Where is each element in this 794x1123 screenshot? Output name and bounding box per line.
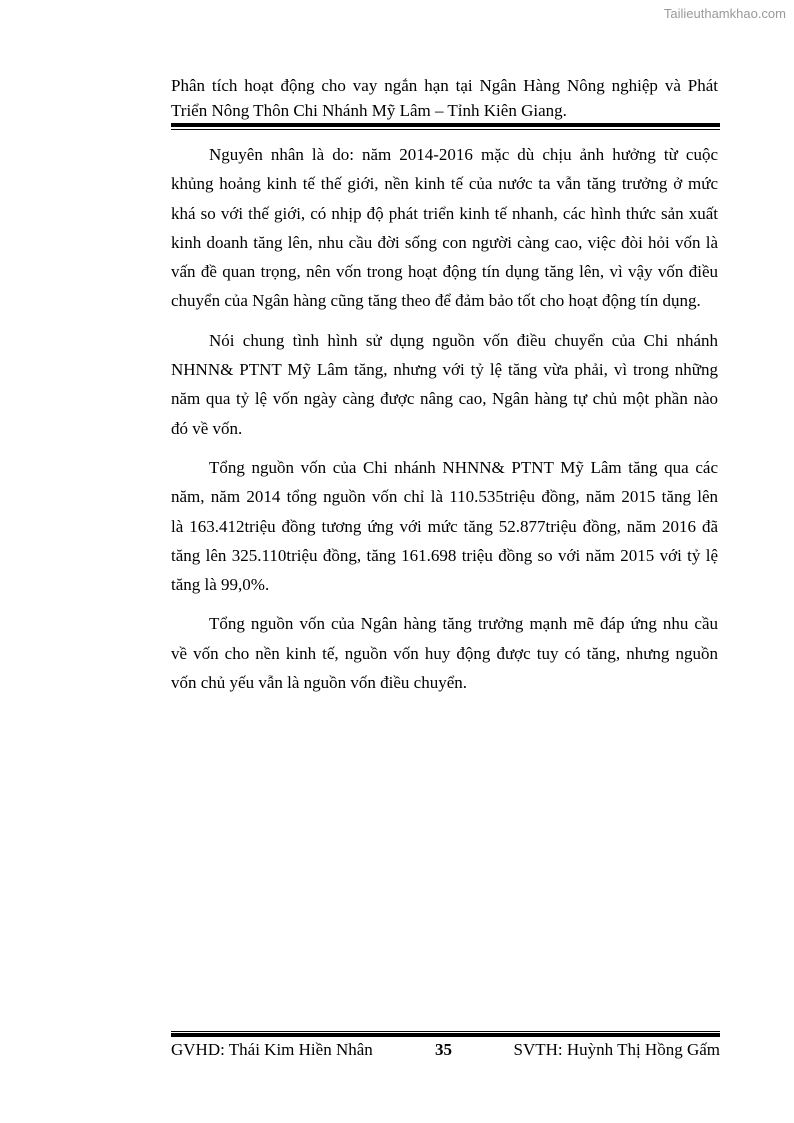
text-line: chuyển của Ngân hàng cũng tăng theo để đảm bảo tốt cho hoạt động tín dụng. [171, 291, 701, 311]
text-line: khủng hoảng kinh tế thế giới, nền kinh tế của nước ta vẫn tăng trưởng ở mức [171, 174, 718, 194]
header-line: Phân tích hoạt động cho vay ngắn hạn tại Ngân Hàng Nông nghiệp và Phát [171, 76, 718, 95]
paragraph [171, 326, 718, 443]
header-line: Triển Nông Thôn Chi Nhánh Mỹ Lâm – Tỉnh Kiên Giang. [171, 101, 567, 120]
text-line: năm, năm 2014 tổng nguồn vốn chỉ là 110.535triệu đồng, năm 2015 tăng lên [171, 487, 718, 507]
text-line: là 163.412triệu đồng tương ứng với mức tăng 52.877triệu đồng, năm 2016 đã [171, 516, 718, 536]
text-line: về vốn cho nền kinh tế, nguồn vốn huy động được tuy có tăng, nhưng nguồn [171, 643, 718, 663]
text-line: vốn chủ yếu vẫn là nguồn vốn điều chuyển. [171, 673, 468, 693]
running-header [171, 73, 718, 123]
text-line: đó về vốn. [171, 418, 243, 438]
text-line: kinh doanh tăng lên, nhu cầu đời sống con người càng cao, việc đòi hỏi vốn là [171, 232, 718, 252]
text-line: Nguyên nhân là do: năm 2014-2016 mặc dù chịu ảnh hưởng từ cuộc [209, 145, 718, 164]
header-rule-thick [171, 123, 720, 127]
text-line: khá so với thế giới, có nhịp độ phát triển kinh tế nhanh, các hình thức sản xuất [171, 203, 718, 223]
text-line: tăng lên 325.110triệu đồng, tăng 161.698 triệu đồng so với năm 2015 với tỷ lệ [171, 545, 718, 565]
watermark: Tailieuthamkhao.com [663, 6, 786, 21]
text-line: Tổng nguồn vốn của Ngân hàng tăng trưởng mạnh mẽ đáp ứng nhu cầu [209, 614, 718, 634]
body-text [171, 140, 718, 707]
advisor-name: GVHD: Thái Kim Hiền Nhân [171, 1040, 373, 1059]
text-line: Tổng nguồn vốn của Chi nhánh NHNN& PTNT Mỹ Lâm tăng qua các [209, 457, 718, 477]
text-line: Nói chung tình hình sử dụng nguồn vốn điều chuyển của Chi nhánh [209, 330, 718, 350]
paragraph [171, 453, 718, 599]
text-line: vấn đề quan trọng, nên vốn trong hoạt động tín dụng tăng lên, vì vậy vốn điều [171, 262, 718, 282]
student-name: SVTH: Huỳnh Thị Hồng Gấm [513, 1040, 720, 1059]
paragraph [171, 140, 718, 316]
text-line: NHNN& PTNT Mỹ Lâm tăng, nhưng với tỷ lệ tăng vừa phải, vì trong những [171, 360, 718, 380]
footer-rule-thin [171, 1031, 720, 1032]
footer-rule-thick [171, 1033, 720, 1037]
page-number: 35 [435, 1040, 452, 1059]
header-rule-thin [171, 129, 720, 130]
paragraph [171, 609, 718, 697]
text-line: năm qua tỷ lệ vốn ngày càng được nâng cao, Ngân hàng tự chủ một phần nào [171, 389, 718, 409]
text-line: tăng là 99,0%. [171, 575, 270, 595]
